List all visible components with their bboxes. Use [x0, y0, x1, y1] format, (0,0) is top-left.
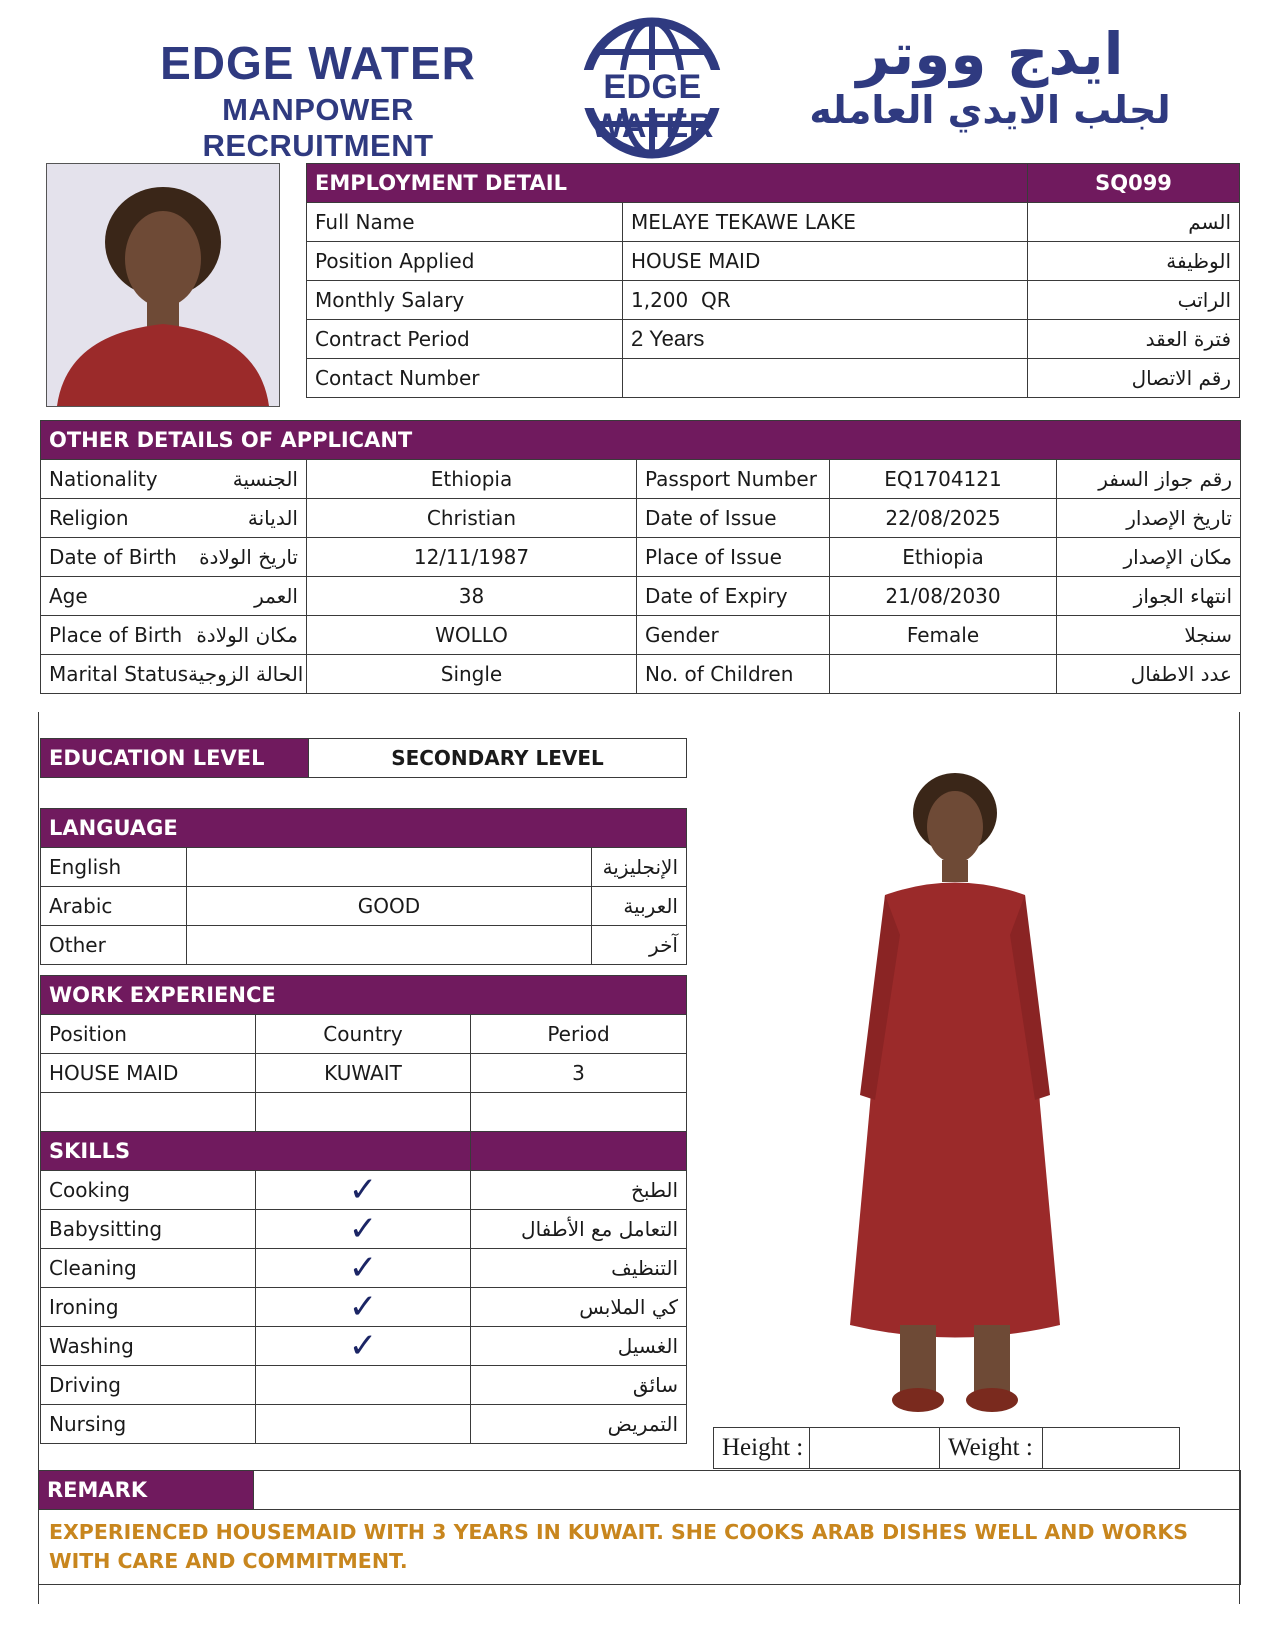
- remark-title: REMARK: [39, 1471, 254, 1510]
- brand-block-english: [108, 36, 528, 164]
- work-header-position: Position: [41, 1015, 256, 1054]
- weight-label: Weight :: [940, 1428, 1043, 1469]
- brand-ar-line2: لجلب الايدي العامله: [809, 88, 1171, 132]
- passport-number-value: EQ1704121: [830, 460, 1057, 499]
- height-weight-table: [713, 1427, 1180, 1469]
- nationality-label-ar: الجنسية: [232, 467, 298, 491]
- applicant-full-body-photo: [830, 765, 1080, 1423]
- marital-status-label: Marital Status: [49, 662, 189, 686]
- table-row: [41, 926, 687, 965]
- table-row: [41, 1366, 687, 1405]
- work-experience-table: [40, 975, 687, 1444]
- date-of-expiry-label-ar: انتهاء الجواز: [1057, 577, 1241, 616]
- date-of-issue-label: Date of Issue: [637, 499, 830, 538]
- work-header-period: Period: [471, 1015, 687, 1054]
- table-row: [41, 887, 687, 926]
- applicant-portrait-photo: [46, 163, 280, 407]
- place-of-birth-label-ar: مكان الولادة: [196, 623, 298, 647]
- work-position-value: [41, 1093, 256, 1132]
- place-of-issue-value: Ethiopia: [830, 538, 1057, 577]
- marital-status-value: Single: [307, 655, 637, 694]
- contact-number-label: Contact Number: [307, 359, 623, 398]
- table-row: [41, 1327, 687, 1366]
- table-row: [307, 320, 1240, 359]
- education-level-label: EDUCATION LEVEL: [41, 739, 309, 778]
- monthly-salary-label: Monthly Salary: [307, 281, 623, 320]
- language-english-label: English: [41, 848, 187, 887]
- gender-value: Female: [830, 616, 1057, 655]
- skill-label-ar: التمريض: [471, 1405, 687, 1444]
- checkmark-icon: ✓: [348, 1248, 378, 1288]
- skill-label: Washing: [41, 1327, 256, 1366]
- table-row: [41, 616, 1241, 655]
- date-of-birth-value: 12/11/1987: [307, 538, 637, 577]
- place-of-issue-label: Place of Issue: [637, 538, 830, 577]
- marital-status-label-ar: الحالة الزوجية: [188, 662, 304, 686]
- table-row: [41, 538, 1241, 577]
- skill-label: Nursing: [41, 1405, 256, 1444]
- place-of-issue-label-ar: مكان الإصدار: [1057, 538, 1241, 577]
- other-details-table: [40, 420, 1241, 694]
- employment-detail-table: [306, 163, 1240, 398]
- position-applied-value: HOUSE MAID: [623, 242, 1028, 281]
- language-arabic-label-ar: العربية: [592, 887, 687, 926]
- date-of-expiry-label: Date of Expiry: [637, 577, 830, 616]
- age-value: 38: [307, 577, 637, 616]
- table-row: [41, 1249, 687, 1288]
- language-arabic-value: GOOD: [187, 887, 592, 926]
- language-other-label-ar: آخر: [592, 926, 687, 965]
- remark-table: [38, 1470, 1241, 1585]
- table-row: [41, 1210, 687, 1249]
- monthly-salary-label-ar: الراتب: [1028, 281, 1240, 320]
- checkmark-icon: ✓: [348, 1287, 378, 1327]
- gender-label: Gender: [637, 616, 830, 655]
- work-country-value: [256, 1093, 471, 1132]
- skill-check-cell: [256, 1405, 471, 1444]
- brand-line1: EDGE WATER: [160, 37, 476, 89]
- table-row: [41, 1405, 687, 1444]
- employment-detail-title: EMPLOYMENT DETAIL: [307, 164, 1028, 203]
- place-of-birth-label: Place of Birth: [49, 623, 183, 647]
- skill-check-cell: [256, 1366, 471, 1405]
- language-english-value: [187, 848, 592, 887]
- date-of-issue-value: 22/08/2025: [830, 499, 1057, 538]
- table-row: [41, 1288, 687, 1327]
- age-label: Age: [49, 584, 88, 608]
- skill-label: Cleaning: [41, 1249, 256, 1288]
- table-row: [307, 242, 1240, 281]
- weight-value: [1043, 1428, 1180, 1469]
- language-other-label: Other: [41, 926, 187, 965]
- nationality-label: Nationality: [49, 467, 158, 491]
- skill-label-ar: كي الملابس: [471, 1288, 687, 1327]
- table-row: [41, 655, 1241, 694]
- education-level-value: SECONDARY LEVEL: [309, 739, 687, 778]
- language-table: [40, 808, 687, 965]
- table-row: [41, 1093, 687, 1132]
- full-name-label-ar: السم: [1028, 203, 1240, 242]
- no-of-children-label-ar: عدد الاطفال: [1057, 655, 1241, 694]
- other-details-title: OTHER DETAILS OF APPLICANT: [41, 421, 1241, 460]
- full-name-label: Full Name: [307, 203, 623, 242]
- work-period-value: [471, 1093, 687, 1132]
- table-row: [307, 359, 1240, 398]
- language-english-label-ar: الإنجليزية: [592, 848, 687, 887]
- religion-value: Christian: [307, 499, 637, 538]
- skill-label-ar: التنظيف: [471, 1249, 687, 1288]
- checkmark-icon: ✓: [348, 1326, 378, 1366]
- checkmark-icon: ✓: [348, 1209, 378, 1249]
- religion-label: Religion: [49, 506, 129, 530]
- height-value: [810, 1428, 940, 1469]
- table-row: [41, 1171, 687, 1210]
- skill-label-ar: الغسيل: [471, 1327, 687, 1366]
- date-of-birth-label: Date of Birth: [49, 545, 177, 569]
- date-of-expiry-value: 21/08/2030: [830, 577, 1057, 616]
- skill-label: Driving: [41, 1366, 256, 1405]
- work-header-country: Country: [256, 1015, 471, 1054]
- no-of-children-label: No. of Children: [637, 655, 830, 694]
- table-row: [307, 281, 1240, 320]
- brand-block-arabic: [770, 20, 1210, 132]
- contract-period-value: 2 Years: [623, 320, 1028, 359]
- contact-number-value: [623, 359, 1028, 398]
- remark-header-blank: [254, 1471, 1241, 1510]
- no-of-children-value: [830, 655, 1057, 694]
- passport-number-label-ar: رقم جواز السفر: [1057, 460, 1241, 499]
- skill-label-ar: التعامل مع الأطفال: [471, 1210, 687, 1249]
- date-of-birth-label-ar: تاريخ الولادة: [199, 545, 298, 569]
- logo-text: EDGE WATER: [591, 68, 714, 145]
- full-name-value: MELAYE TEKAWE LAKE: [623, 203, 1028, 242]
- skill-label: Ironing: [41, 1288, 256, 1327]
- table-row: [41, 848, 687, 887]
- position-applied-label-ar: الوظيفة: [1028, 242, 1240, 281]
- monthly-salary-value: 1,200 QR: [623, 281, 1028, 320]
- remark-text: EXPERIENCED HOUSEMAID WITH 3 YEARS IN KUWAIT. SHE COOKS ARAB DISHES WELL AND WORKS WITH CARE AND COMMITMENT.: [49, 1520, 1189, 1573]
- work-country-value: KUWAIT: [256, 1054, 471, 1093]
- skill-label: Cooking: [41, 1171, 256, 1210]
- education-table: [40, 738, 687, 778]
- table-row: [307, 203, 1240, 242]
- work-experience-title: WORK EXPERIENCE: [41, 976, 687, 1015]
- checkmark-icon: ✓: [348, 1170, 378, 1210]
- language-title: LANGUAGE: [41, 809, 687, 848]
- passport-number-label: Passport Number: [637, 460, 830, 499]
- religion-label-ar: الديانة: [247, 506, 298, 530]
- language-other-value: [187, 926, 592, 965]
- skill-label-ar: الطبخ: [471, 1171, 687, 1210]
- contact-number-label-ar: رقم الاتصال: [1028, 359, 1240, 398]
- table-row: [41, 499, 1241, 538]
- place-of-birth-value: WOLLO: [307, 616, 637, 655]
- table-row: [41, 1054, 687, 1093]
- contract-period-label-ar: فترة العقد: [1028, 320, 1240, 359]
- globe-logo: [545, 10, 760, 160]
- position-applied-label: Position Applied: [307, 242, 623, 281]
- date-of-issue-label-ar: تاريخ الإصدار: [1057, 499, 1241, 538]
- skills-title: SKILLS: [41, 1132, 471, 1171]
- language-arabic-label: Arabic: [41, 887, 187, 926]
- table-row: [41, 460, 1241, 499]
- skill-label: Babysitting: [41, 1210, 256, 1249]
- brand-ar-line1: ايدج ووتر: [856, 20, 1124, 88]
- table-row: [41, 1015, 687, 1054]
- reference-code: SQ099: [1028, 164, 1240, 203]
- full-body-placeholder-icon: [830, 765, 1080, 1423]
- nationality-value: Ethiopia: [307, 460, 637, 499]
- age-label-ar: العمر: [254, 584, 298, 608]
- skill-label-ar: سائق: [471, 1366, 687, 1405]
- portrait-placeholder-icon: [47, 164, 279, 406]
- contract-period-label: Contract Period: [307, 320, 623, 359]
- height-label: Height :: [714, 1428, 810, 1469]
- work-position-value: HOUSE MAID: [41, 1054, 256, 1093]
- table-row: [41, 577, 1241, 616]
- gender-label-ar: سنجلا: [1057, 616, 1241, 655]
- brand-line2: MANPOWER RECRUITMENT: [202, 92, 434, 163]
- work-period-value: 3: [471, 1054, 687, 1093]
- skills-header-blank: [471, 1132, 687, 1171]
